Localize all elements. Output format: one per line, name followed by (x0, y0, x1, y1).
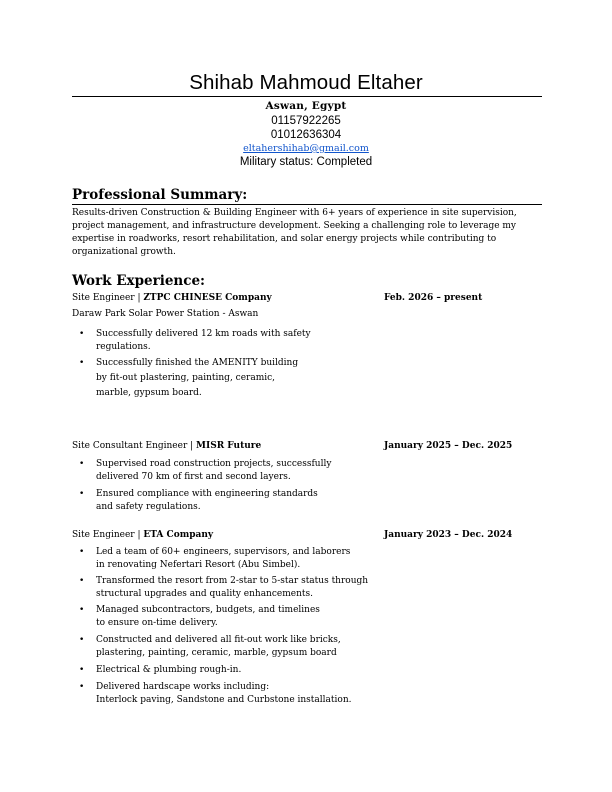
contact-phone-1: 01157922265 (271, 115, 341, 127)
experience-heading: Work Experience: (72, 273, 206, 289)
job-3-company: ETA Company (143, 530, 214, 540)
contact-email-link[interactable]: eltahershihab@gmail.com (243, 143, 369, 154)
header-divider (72, 96, 542, 97)
job-3-dates: January 2023 – Dec. 2024 (384, 530, 513, 540)
job-1-company: ZTPC CHINESE Company (143, 293, 272, 303)
contact-city: Aswan, Egypt (265, 100, 347, 112)
job-3-role: Site Engineer | (72, 530, 144, 540)
job-3-bullet-5: • Electrical & plumbing rough-in. (96, 664, 396, 677)
job-1-location: Daraw Park Solar Power Station - Aswan (72, 309, 259, 319)
job-2-bullet-2: • Ensured compliance with engineering standards and safety regulations. (96, 488, 396, 514)
job-2-role: Site Consultant Engineer | (72, 441, 197, 451)
job-2-title (72, 441, 261, 451)
summary-text: Results-driven Construction & Building Engineer with 6+ years of experience in site supervision, project management, and infrastructure development. Seeking a challenging role to leverage my expertise in roadworks, resort rehabilitation, and solar energy projects while contributing to organizational growth. (72, 208, 517, 257)
job-3-bullet-6: • Delivered hardscape works including: Interlock paving, Sandstone and Curbstone installation. (96, 681, 396, 707)
job-2-company: MISR Future (196, 441, 262, 451)
job-3-title (72, 530, 213, 540)
job-3-bullet-4: • Constructed and delivered all fit-out work like bricks, plastering, painting, ceramic, marble, gypsum board (96, 634, 396, 660)
job-1-bullet-1: • Successfully delivered 12 km roads with safety regulations. (96, 328, 396, 354)
candidate-name: Shihab Mahmoud Eltaher (189, 71, 423, 94)
summary-divider (72, 204, 542, 205)
job-1-dates: Feb. 2026 – present (384, 293, 483, 303)
job-2-dates: January 2025 – Dec. 2025 (384, 441, 513, 451)
job-3-bullet-3: • Managed subcontractors, budgets, and timelines to ensure on-time delivery. (96, 604, 396, 630)
job-2-bullet-1: • Supervised road construction projects, successfully delivered 70 km of first and second layers. (96, 458, 396, 484)
job-3-bullet-1: • Led a team of 60+ engineers, supervisors, and laborers in renovating Nefertari Resort (Abu Simbel). (96, 546, 396, 572)
job-3-bullet-2: • Transformed the resort from 2-star to 5-star status through structural upgrades and quality enhancements. (96, 575, 396, 601)
summary-heading: Professional Summary: (72, 187, 248, 203)
job-1-role: Site Engineer | (72, 293, 144, 303)
job-1-title (72, 293, 272, 303)
job-1-bullet-2: • Successfully finished the AMENITY building by fit-out plastering, painting, ceramic, marble, gypsum board. (96, 356, 396, 401)
contact-phone-2: 01012636304 (270, 129, 342, 141)
military-status: Military status: Completed (239, 156, 373, 168)
